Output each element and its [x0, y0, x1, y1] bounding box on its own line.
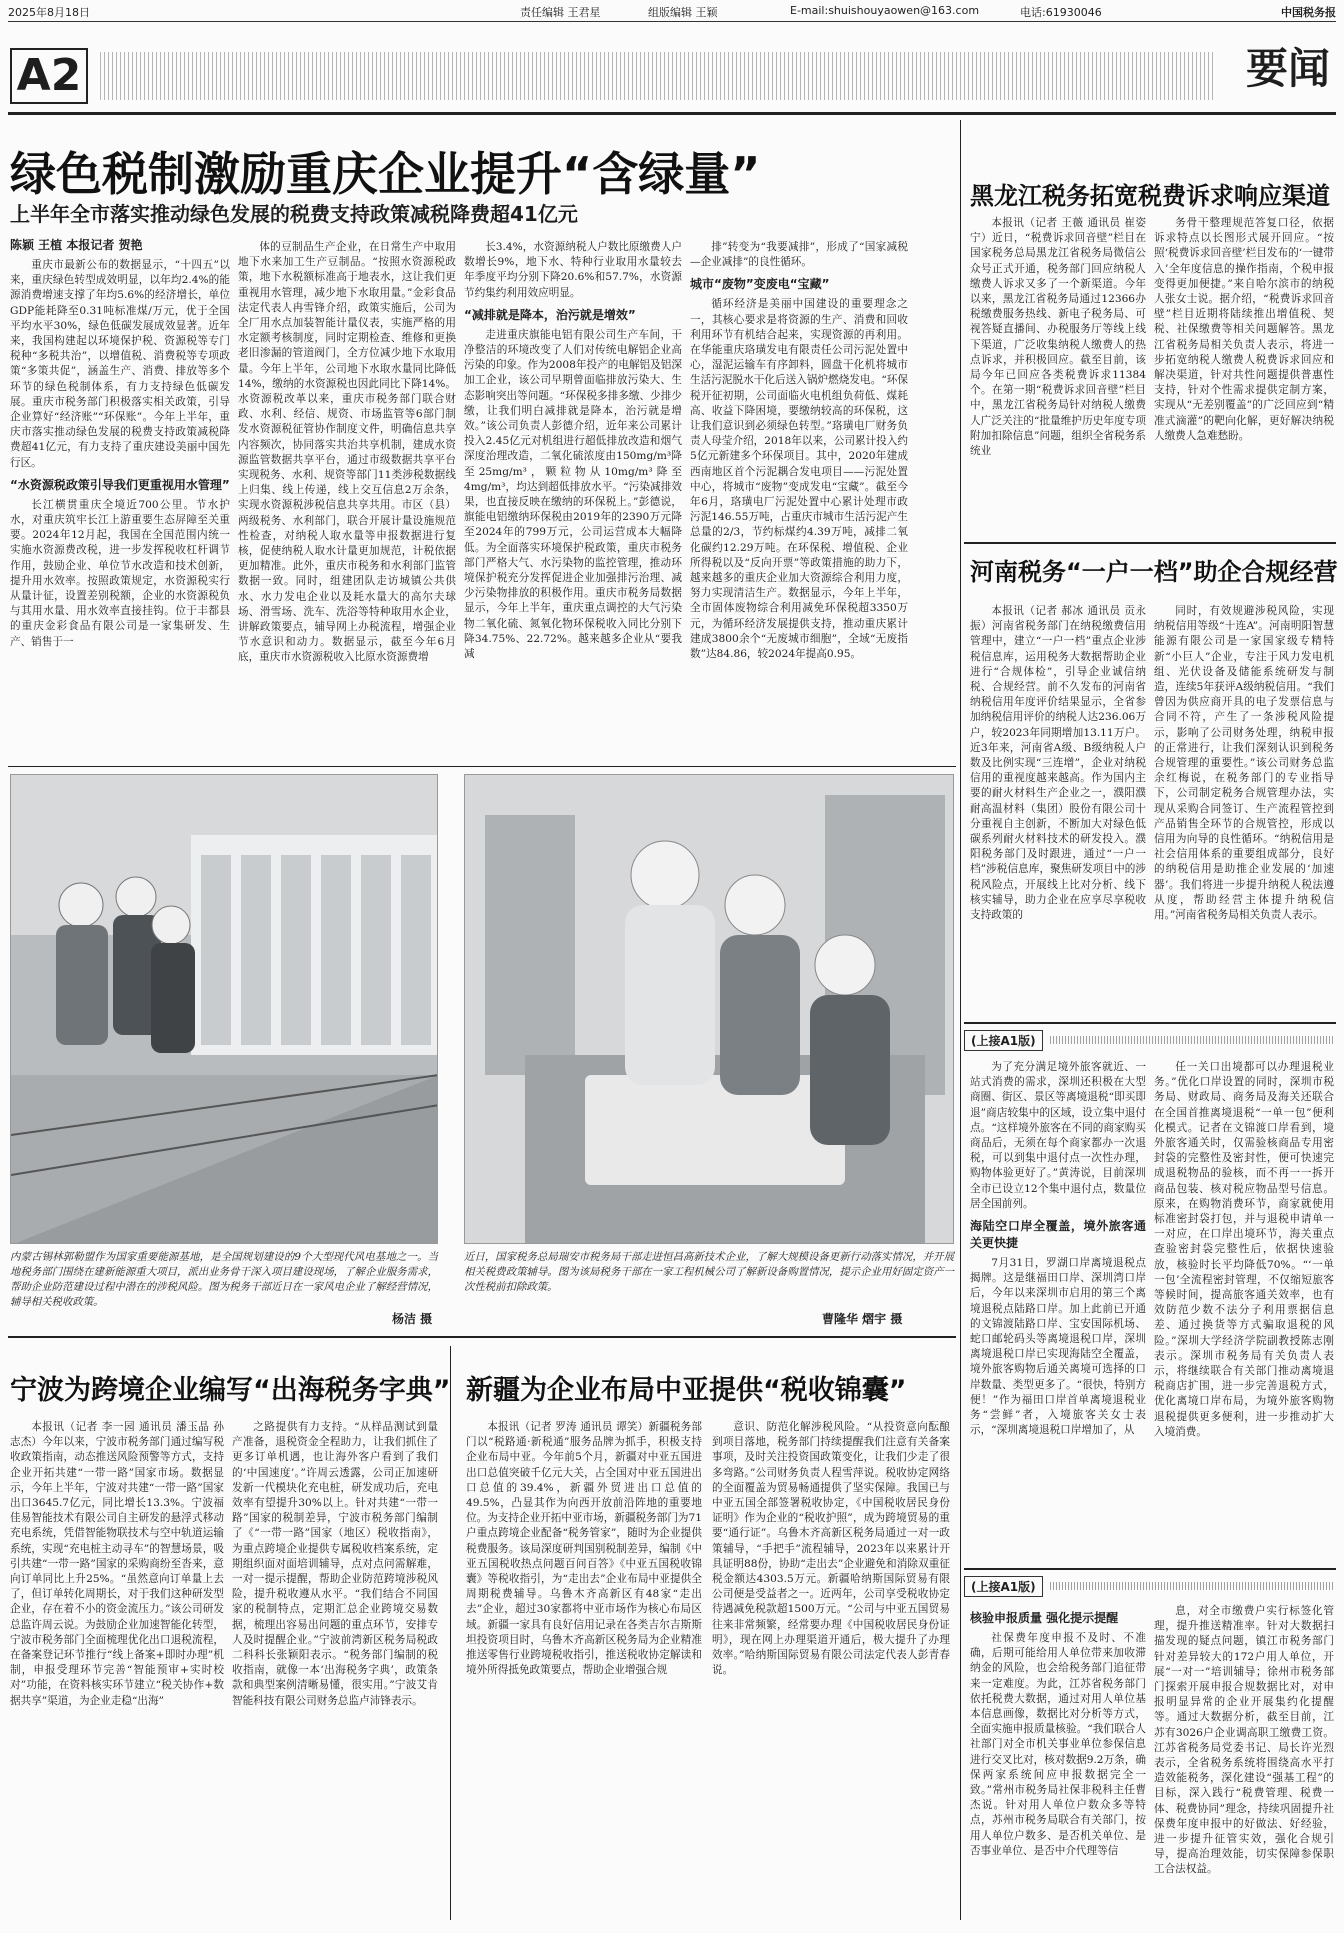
lead-paragraph: 重庆市最新公布的数据显示，“十四五”以来，重庆绿色转型成效明显，以年均2.4%的能源消费增速支撑了年均5.6%的经济增长，单位GDP能耗降至0.31吨标准煤/万元，优于全国平均水平30%，绿色低碳发展成效显著。近年来，我国构建起以环境保护税、资源税等专门税种“多税共治”，以增值税、消费税等专项政策“多策共促”，涵盖生产、消费、排放等多个环节的绿色税制体系，有力支持绿色低碳发展。重庆市税务部门积极落实相关政策，引导企业算好“经济账”“环保账”。今年上半年，重庆市落实推动绿色发展的税费支持政策减税降费超41亿元，有力支持了重庆建设美丽中国先行区。 [10, 259, 230, 469]
henan-column-1 [970, 604, 1146, 1016]
factory-visit-photo-illustration [465, 775, 954, 1244]
issue-date: 2025年8月18日 [8, 6, 90, 19]
article-paragraph: 本报讯（记者 李一园 通讯员 潘玉晶 孙志杰）今年以来，宁波市税务部门通过编写税收政策指南，动态推送风险预警等方式，支持企业开拓共建“一带一路”国家市场。数据显示，今年上半年，宁波对共建“一带一路”国家出口3645.7亿元，同比增长13.3%。宁波福佳易智能技术有限公司自主研发的悬浮式移动充电系统，凭借智能物联技术与空中轨道运输系统，实现“充电桩主动寻车”的智慧场景，吸引共建“一带一路”国家的采购商纷至沓来，意向订单同比上升25%。“虽然意向订单量上去了，但订单转化周期长，对于我们这种研发型企业，存在着不小的资金流压力。”该公司研发总监许周云说。为鼓励企业加速智能化转型，宁波市税务部门全面梳理优化出口退税流程，在备案登记环节推行“线上备案+即时办理”机制，申报受理环节完善“智能预审+实时校对”功能，在资料核实环节建立“税关协作+数据共享”渠道，为企业走稳“出海” [10, 1421, 224, 1707]
article-paragraph: 任一关口出境都可以办理退税业务。”优化口岸设置的同时，深圳市税务局、财政局、商务局及海关还联合在全国首推离境退税“一单一包”便利化模式。记者在文锦渡口岸看到，境外旅客通关时，仅需验核商品专用密封袋的完整性及密封性，便可快速完成退税物品的验核，而不再一一拆开商品包装、核对税应物品型号信息。原来，在购物消费环节，商家就使用标准密封袋打包，并与退税申请单一一对应，在口岸出境环节，海关重点查验密封袋完整性后，依据快速验放，核验时长平均降低70%。“‘一单一包’全流程密封管理，不仅缩短旅客等候时间，提高旅客通关效率，也有效防范少数不法分子利用票据信息差、通过换货等方式骗取退税的风险。”深圳大学经济学院副教授陈志刚表示。深圳市税务局有关负责人表示，将继续联合有关部门推动离境退税商店扩围，进一步完善退税方式，优化离境口岸布局，为境外旅客购物退税提供更多便利，进一步推动扩大入境消费。 [1154, 1061, 1334, 1438]
lead-paragraph: 长3.4%，水资源纳税人户数比原缴费人户数增长9%，地下水、特种行业取用水量较去年季度平均分别下降20.6%和57.7%，水资源节约集约利用效应明显。 [464, 241, 682, 299]
lead-subheading-waste: 城市“废物”变废电“宝藏” [690, 277, 830, 292]
article-paragraph: 社保费年度申报不及时、不准确，后期可能给用人单位带来加收滞纳金的风险，也会给税务部门追征带来一定难度。为此，江苏省税务部门依托税费大数据，通过对用人单位基本信息画像，数据比对分析等方式，全面实施申报质量核验。“我们联合人社部门对全市机关事业单位参保信息进行交叉比对，核对数据9.2万条，确保两家系统间应申报数据完全一致。”常州市税务局社保非税科主任曹杰说。针对用人单位户数众多等特点，苏州市税务局联合有关部门，按用人单位户数多、是否机关单位、是否事业单位、是否中介代理等信 [970, 1632, 1146, 1857]
lead-paragraph: 排”转变为“我要减排”，形成了“国家减税—企业减排”的良性循环。 [690, 241, 908, 269]
column-divider [450, 1346, 451, 1920]
article-paragraph: 息，对全市缴费户实行标签化管理，提升推送精准率。针对大数据扫描发现的疑点问题，镇江市税务部门针对差异较大的172户用人单位，开展“一对一”培训辅导；徐州市税务部门探索开展申报合规数据比对，对申报明显异常的企业开展集约化提醒等。通过大数据分析，截至目前，江苏有3026户企业调高职工缴费工资。江苏省税务局党委书记、局长许光烈表示，全省税务系统将围绕高水平打造效能税务，深化建设“强基工程”的目标，深入践行“税费管理、税费一体、税费协同”理念，持续巩固提升社保费年度申报中的好做法、好经验，进一步提升征管实效，强化合规引导，提高治理效能，切实保障参保职工合法权益。 [1154, 1605, 1334, 1876]
heilongjiang-column-1 [970, 216, 1146, 534]
layout-editor: 组版编辑 王颖 [648, 6, 718, 19]
article-paragraph: 本报讯（记者 王薇 通讯员 崔姿宁）近日，“税费诉求回音壁”栏目在国家税务总局黑龙江省税务局微信公众号正式开通，税务部门回应纳税人缴费人诉求又多了一个新渠道。今年以来，黑龙江省税务局通过12366办税缴费服务热线、新电子税务局、可视答疑直播间、办税服务厅等线上线下渠道，广泛收集纳税人缴费人的热点诉求，并积极回应。截至目前，该局今年已回应各类税费诉求11384个。在第一期“税费诉求回音壁”栏目中，黑龙江省税务局针对纳税人缴费人广泛关注的“批量维护历史年度专项附加扣除信息”问题，组织全省税务系统业 [970, 217, 1146, 458]
paper-name: 中国税务报 [1281, 6, 1336, 19]
lead-paragraph: 循环经济是美丽中国建设的重要理念之一，其核心要求是将资源的生产、消费和回收利用环节有机结合起来，实现资源的再利用。在华能重庆珞璜发电有限责任公司污泥处置中心，湿泥运输车有序卸料，圆盘干化机将城市生活污泥脱水干化后送入锅炉燃烧发电。“环保税开征初期，公司面临火电机组负荷低、煤耗高、收益下降困境，要缴纳较高的环保税，这让我们意识到必须绿色转型。”珞璜电厂财务负责人母莹介绍，2018年以来，公司累计投入约5亿元新建多个环保项目。其中，2020年建成西南地区首个污泥耦合发电项目——污泥处置中心，将城市“废物”变成发电“宝藏”。截至今年6月，珞璜电厂污泥处置中心累计处理市政污泥146.55万吨，占重庆市城市生活污泥产生总量的2/3，节约标煤约4.39万吨，减排二氧化碳约12.29万吨。在环保税、增值税、企业所得税以及“反向开票”等政策措施的助力下，越来越多的重庆企业加大资源综合利用力度，努力实现清洁生产。数据显示，今年上半年，全市固体废物综合利用减免环保税超3350万元，为循环经济发展提供支持，推动重庆累计建成3800余个“无废城市细胞”，全域“无废指数”达84.86，较2024年提高0.95。 [690, 298, 908, 661]
section-rule [964, 542, 1336, 544]
article-paragraph: 本报讯（记者 罗涛 通讯员 谭笑）新疆税务部门以“税路通·新税通”服务品牌为抓手，积极支持企业布局中亚。今年前5个月，新疆对中亚五国进出口总值突破千亿元大关，占全国对中亚五国进出口总值的39.4%，新疆外贸进出口总值的49.5%，凸显其作为向西开放前沿阵地的重要地位。为支持企业开拓中亚市场，新疆税务部门为71户重点跨境企业配备“税务管家”，随时为企业提供税费服务。该局深度研判国别税制差异，编制《中亚五国税收热点问题百问百答》《中亚五国税收锦囊》等税收指引，为“走出去”企业布局中亚提供全周期税费辅导。乌鲁木齐高新区有48家“走出去”企业，超过30家都将中亚市场作为核心布局区域。新疆一家具有良好信用记录在各类吉尔吉斯斯坦投资项目时，乌鲁木齐高新区税务局为企业精准推送零售行业跨境税收指引，推送税收协定解读和境外所得抵免政策要点，帮助企业增强合规 [466, 1421, 702, 1677]
header-rule [8, 112, 1336, 115]
photo-top-rule [8, 766, 956, 767]
continued-tag: (上接A1版) [964, 1030, 1043, 1051]
factory-visit-photo-credit: 曹隆华 熠宇 摄 [822, 1312, 903, 1326]
section-rule [964, 1022, 1336, 1024]
responsible-editor: 责任编辑 王君星 [520, 6, 601, 19]
contact-phone: 电话:61930046 [1020, 6, 1102, 19]
section-name: 要闻 [1245, 44, 1330, 93]
lead-subheading-emission: “减排就是降本，治污就是增效” [464, 307, 636, 322]
wind-power-photo [10, 774, 438, 1244]
section-rule [964, 1568, 1336, 1570]
wind-power-photo-credit: 杨洁 摄 [392, 1312, 433, 1326]
lead-subheadline: 上半年全市落实推动绿色发展的税费支持政策减税降费超41亿元 [10, 202, 578, 226]
shenzhen-column-2 [1154, 1060, 1334, 1560]
jiangsu-column-2 [1154, 1604, 1334, 1920]
contact-email: E-mail:shuishouyaowen@163.com [790, 4, 980, 17]
shenzhen-subheading: 海陆空口岸全覆盖，境外旅客通关更快捷 [970, 1219, 1146, 1251]
wind-power-photo-caption: 内蒙古锡林郭勒盟作为国家重要能源基地，是全国规划建设的9个大型现代风电基地之一。当地税务部门围绕在建新能源重大项目，派出业务骨干深入项目建设现场，了解企业服务需求，帮助企业防范建设过程中潜在的涉税风险。图为税务干部近日在一家风电企业了解经营情况，辅导相关税收政策。 [10, 1251, 438, 1308]
lead-column-1 [10, 258, 230, 758]
article-paragraph: 之路提供有力支持。“从样品测试到量产准备，退税资金全程助力，让我们抓住了更多订单机遇，也让海外客户看到了我们的‘中国速度’。”许周云透露，公司正加速研发新一代模块化充电桩，研发成功后，充电效率有望提升30%以上。针对共建“一带一路”国家的税制差异，宁波市税务部门编制了《“一带一路”国家（地区）税收指南》，为重点跨境企业提供专属税收档案系统，定期组织面对面培训辅导，点对点问需解难，一对一提示提醒，帮助企业防范跨境涉税风险，提升税收遵从水平。“我们结合不同国家的税制特点，定期汇总企业跨境交易数据，梳理出容易出问题的重点环节，安排专人及时提醒企业。”宁波前湾新区税务局税政二科科长张颖阳表示。“税务部门编制的税收指南，就像一本‘出海税务字典’，政策条款和典型案例清晰易懂，很实用。”宁波艾肯智能科技有限公司财务总监卢沛锋表示。 [232, 1421, 438, 1707]
lead-paragraph: 走进重庆旗能电铝有限公司生产车间，干净整洁的环境改变了人们对传统电解铝企业高污染的印象。作为2008年投产的电解铝及铝深加工企业，该公司早期曾面临排放污染大、生态影响突出等问题。“环保税多排多缴、少排少缴，让我们明白减排就是降本，治污就是增效。”该公司负责人彭德介绍，近年来公司累计投入2.45亿元对机组进行超低排放改造和烟气深度治理改造，二氧化硫浓度由150mg/m³降至25mg/m³，颗粒物从10mg/m³降至4mg/m³，均达到超低排放水平。“污染减排效果，也直接反映在缴纳的环保税上。”彭德说，旗能电铝缴纳环保税由2019年的2390万元降至2024年的799万元，公司运营成本大幅降低。为全面落实环境保护税政策，重庆市税务部门严格大气、水污染物的监控管理，推动环境保护税充分发挥促进企业加强排污治理、减少污染物排放的积极作用。重庆市税务局数据显示，今年上半年，重庆重点调控的大气污染物二氧化硫、氮氧化物环保税收入同比分别下降34.75%、22.72%。越来越多企业从“要我减 [464, 328, 682, 661]
lead-paragraph: 长江横贯重庆全境近700公里。节水护水，对重庆筑牢长江上游重要生态屏障至关重要。2024年12月起，我国在全国范围内统一实施水资源费改税，进一步发挥税收杠杆调节作用，鼓励企业、单位节水改造和技术创新，提升用水效率。按照政策规定，水资源税实行从量计征，设置差别税额，企业的水资源税负与其用水量、用水效率直接挂钩。位于丰都县的重庆金彩食品有限公司是一家集研发、生产、销售于一 [10, 498, 230, 648]
lead-subheading-water: “水资源税政策引导我们更重视用水管理” [10, 477, 230, 492]
heilongjiang-column-2 [1154, 216, 1334, 534]
article-paragraph: 意识、防范化解涉税风险。“从投资意向酝酿到项目落地，税务部门持续提醒我们注意有关备案事项，及时关注投资国政策变化，让我们少走了很多弯路。”公司财务负责人程雪萍说。税收协定网络的全面覆盖为贸易畅通提供了坚实保障。我国已与中亚五国全部签署税收协定，《中国税收居民身份证明》作为企业的“税收护照”，成为跨境贸易的重要“通行证”。乌鲁木齐高新区税务局通过一对一政策辅导，“手把手”流程辅导，2023年以来累计开具证明88份，协助“走出去”企业避免和消除双重征税金额达4303.5万元。新疆哈纳斯国际贸易有限公司便是受益者之一。近两年，公司享受税收协定待遇减免税款超1500万元。“公司与中亚五国贸易往来非常频繁，经常要办理《中国税收居民身份证明》，现在网上办理渠道开通后，极大提升了办理效率。”哈纳斯国际贸易有限公司法定代表人彭青春说。 [712, 1421, 950, 1677]
xinjiang-headline: 新疆为企业布局中亚提供“税收锦囊” [466, 1375, 907, 1406]
lead-column-4 [690, 240, 908, 758]
article-paragraph: 7月31日，罗湖口岸离境退税点揭牌。这是继福田口岸、深圳湾口岸后，今年以来深圳市启用的第三个离境退税点陆路口岸。加上此前已开通的文锦渡陆路口岸、宝安国际机场、蛇口邮轮码头等离境退税口岸，深圳离境退税口岸已实现海陆空全覆盖，境外旅客购物后通关离境可选择的口岸数量、类型更多了。“很快，特别方便！”作为福田口岸首单离境退税业务“尝鲜”者，入境旅客关女士表示，“深圳离境退税口岸增加了，从 [970, 1257, 1146, 1437]
page-header-bar [8, 0, 1336, 22]
tag-decoration [1050, 1582, 1334, 1590]
henan-column-2 [1154, 604, 1334, 1016]
xinjiang-column-1 [466, 1420, 702, 1920]
lead-column-2 [238, 240, 456, 758]
article-paragraph: 本报讯（记者 郝冰 通讯员 贡永振）河南省税务部门在纳税缴费信用管理中，建立“一户一档”重点企业涉税信息库，运用税务大数据帮助企业进行“合规体检”，引导企业诚信纳税、合规经营。前不久发布的河南省纳税信用年度评价结果显示，全省参加纳税信用评价的纳税人达236.06万户，较2023年同期增加13.11万户。近3年来，河南省A级、B级纳税人户数及比例实现“三连增”，企业对纳税信用的重视度越来越高。作为国内主要的耐火材料生产企业之一，濮阳濮耐高温材料（集团）股份有限公司十分重视自主创新，不断加大对绿色低碳系列耐火材料技术的研发投入。濮阳税务部门及时跟进，通过“一户一档”涉税信息库，聚焦研发项目中的涉税风险点，开展线上比对分析、线下核实辅导，助力企业在应享尽享税收支持政策的 [970, 605, 1146, 922]
header-decoration [100, 52, 1214, 100]
column-divider [960, 120, 961, 1920]
ningbo-column-1 [10, 1420, 224, 1920]
article-paragraph: 为了充分满足境外旅客就近、一站式消费的需求，深圳还积极在大型商圈、街区、景区等离境退税“即买即退”商店较集中的区域，设立集中退付点。“这样境外旅客在不同的商家购买商品后，无须在每个商家都办一次退税，可以到集中退付点一次性办理，购物体验更好了。”黄涛说，目前深圳全市已设立12个集中退付点，数量位居全国前列。 [970, 1061, 1146, 1210]
edition-label: A2 [10, 48, 88, 104]
tag-decoration [1050, 1036, 1334, 1044]
factory-visit-photo-caption: 近日，国家税务总局瑞安市税务局干部走进恒昌高新技术企业，了解大规模设备更新行动落实情况，并开展相关税费政策辅导。图为该局税务干部在一家工程机械公司了解新设备购置情况，提示企业用好固定资产一次性税前扣除政策。 [464, 1251, 954, 1293]
ningbo-headline: 宁波为跨境企业编写“出海税务字典” [10, 1375, 451, 1406]
jiangsu-subheading: 核验申报质量 强化提示提醒 [970, 1611, 1119, 1625]
xinjiang-column-2 [712, 1420, 950, 1920]
continued-tag: (上接A1版) [964, 1576, 1043, 1597]
wind-power-photo-illustration [11, 775, 438, 1244]
ningbo-column-2 [232, 1420, 438, 1920]
article-paragraph: 同时，有效规避涉税风险，实现纳税信用等级“十连A”。河南明阳智慧能源有限公司是一家国家级专精特新“小巨人”企业，专注于风力发电机组、光伏设备及储能系统研发与制造，连续5年获评A级纳税信用。“我们曾因为供应商开具的电子发票信息与合同不符，产生了一条涉税风险提示，影响了公司财务处理，纳税申报的正常进行，让我们深刻认识到税务合规管理的重要性。”该公司财务总监余红梅说，在税务部门的专业指导下，公司制定税务合规管理办法，实现从采购合同签订、生产流程管控到产品销售全环节的合规管控，形成以信用为向导的良性循环。“纳税信用是社会信用体系的重要组成部分，良好的纳税信用是助推企业发展的‘加速器’。我们将进一步提升纳税人税法遵从度，帮助经营主体提升纳税信用。”河南省税务局相关负责人表示。 [1154, 605, 1334, 922]
henan-headline: 河南税务“一户一档”助企合规经营 [970, 558, 1338, 586]
jiangsu-column-1 [970, 1604, 1146, 1920]
section-rule [8, 1336, 956, 1338]
factory-visit-photo [464, 774, 954, 1244]
lead-byline: 陈颖 王植 本报记者 贺艳 [10, 238, 143, 252]
article-paragraph: 务骨干整理规范答复口径，依据诉求特点以长图形式展开回应。“按照‘税费诉求回音壁’栏目发布的‘一键带入’全年度信息的操作指南，个税申报变得更加便捷。”来自哈尔滨市的纳税人张女士说。据介绍，“税费诉求回音壁”栏目近期将陆续推出增值税、契税、社保缴费等相关问题解答。黑龙江省税务局相关负责人表示，将进一步拓宽纳税人缴费人税费诉求回应和解决渠道，针对共性问题提供普惠性支持，针对个性需求提供定制方案，实现从“无差别覆盖”的广泛回应到“精准式滴灌”的靶向化解，更好解决纳税人缴费人急难愁盼。 [1154, 217, 1334, 442]
heilongjiang-headline: 黑龙江税务拓宽税费诉求响应渠道 [970, 182, 1330, 210]
lead-column-3 [464, 240, 682, 758]
lead-paragraph: 体的豆制品生产企业，在日常生产中取用地下水来加工生产豆制品。“按照水资源税政策，地下水税额标准高于地表水，这让我们更重视用水管理，减少地下水取用量。”金彩食品法定代表人冉雪锋介绍，政策实施后，公司为全厂用水点加装智能计量仪表，实施严格的用水定额考核制度，同时定期检查、维修和更换老旧渗漏的管道阀门，全方位减少地下水取用量。今年上半年，公司地下水取水量同比降低14%，缴纳的水资源税也因此同比下降14%。水资源税改革以来，重庆市税务部门联合财政、水利、经信、规资、市场监管等6部门制发水资源税征管协作制度文件，明确信息共享内容频次，协同落实共治共享机制，建成水资源监管数据共享平台，通过市级数据共享平台实现税务、水利、规资等部门11类涉税数据线上归集、线上传递，线上交互信息2万余条，实现水资源税涉税信息共享共用。市区（县）两级税务、水利部门，联合开展计量设施规范性检查，对纳税人取水量等申报数据进行复核，促使纳税人取水计量更加规范，计税依据更加精准。此外，重庆市税务和水利部门监管数据一致。同时，组建团队走访城镇公共供水、水力发电企业以及耗水量大的高尔夫球场、滑雪场、洗车、洗浴等特种取用水企业，讲解政策要点，辅导网上办税流程，增强企业节水意识和动力。数据显示，截至今年6月底，重庆市水资源税收入比原水资源费增 [238, 241, 456, 664]
shenzhen-column-1 [970, 1060, 1146, 1560]
lead-headline: 绿色税制激励重庆企业提升“含绿量” [10, 147, 761, 201]
